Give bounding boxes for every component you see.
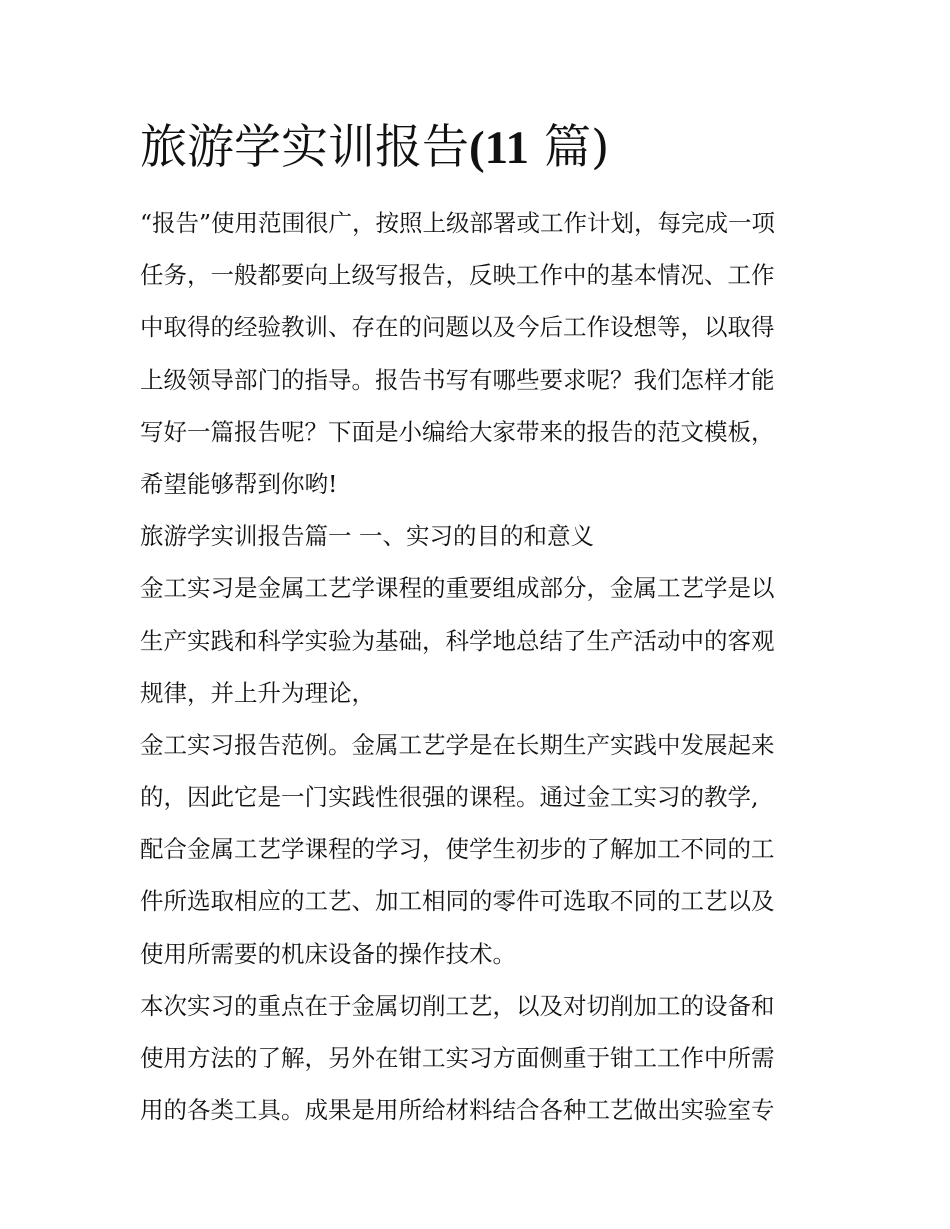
text-line: 件所选取相应的工艺、加工相同的零件可选取不同的工艺以及 bbox=[140, 887, 775, 916]
text-line: 中取得的经验教训、存在的问题以及今后工作设想等，以取得 bbox=[140, 313, 775, 342]
section-heading-line: 旅游学实训报告篇一 一、实习的目的和意义 bbox=[140, 522, 594, 551]
text-line: 生产实践和科学实验为基础，科学地总结了生产活动中的客观 bbox=[140, 626, 775, 655]
text-line: 的，因此它是一门实践性很强的课程。通过金工实习的教学, bbox=[140, 783, 759, 812]
text-line: 使用所需要的机床设备的操作技术。 bbox=[140, 939, 516, 968]
document-body bbox=[140, 197, 820, 1136]
text-line: 上级领导部门的指导。报告书写有哪些要求呢？我们怎样才能 bbox=[140, 365, 775, 394]
text-line: 金工实习是金属工艺学课程的重要组成部分，金属工艺学是以 bbox=[140, 574, 775, 603]
text-line: 任务，一般都要向上级写报告，反映工作中的基本情况、工作 bbox=[140, 261, 775, 290]
text-line: “报告”使用范围很广，按照上级部署或工作计划，每完成一项 bbox=[140, 209, 776, 237]
text-line: 本次实习的重点在于金属切削工艺，以及对切削加工的设备和 bbox=[140, 991, 775, 1020]
text-line: 金工实习报告范例。金属工艺学是在长期生产实践中发展起来 bbox=[140, 730, 775, 759]
title-main: 旅游学实训报告 bbox=[140, 120, 469, 175]
title-count: (11 bbox=[469, 122, 530, 174]
text-line: 希望能够帮到你哟! bbox=[140, 469, 338, 498]
text-line: 使用方法的了解，另外在钳工实习方面侧重于钳工工作中所需 bbox=[140, 1044, 775, 1072]
text-line: 用的各类工具。成果是用所给材料结合各种工艺做出实验室专 bbox=[140, 1096, 775, 1125]
text-line: 写好一篇报告呢？下面是小编给大家带来的报告的范文模板， bbox=[140, 417, 775, 446]
text-line: 规律，并上升为理论， bbox=[140, 678, 375, 707]
text-line: 配合金属工艺学课程的学习，使学生初步的了解加工不同的工 bbox=[140, 835, 775, 864]
document-title bbox=[140, 118, 609, 178]
title-tail: 篇) bbox=[544, 120, 610, 175]
